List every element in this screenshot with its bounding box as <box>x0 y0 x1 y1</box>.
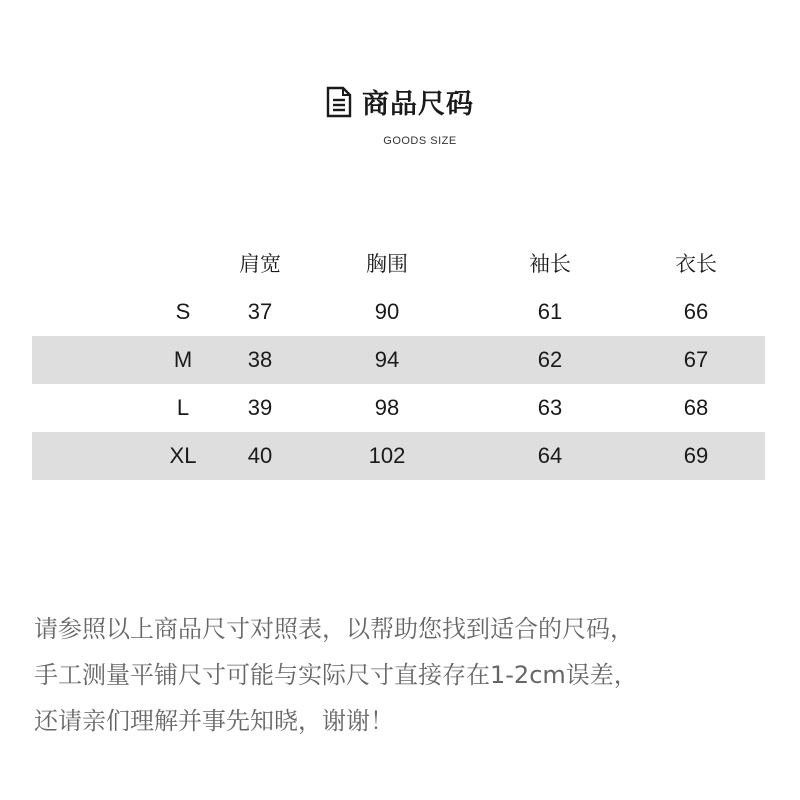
header-chest: 胸围 <box>366 252 408 276</box>
sleeve-value: 64 <box>537 443 563 468</box>
sleeve-value: 62 <box>537 347 563 372</box>
length-value: 68 <box>683 395 709 420</box>
header-length: 衣长 <box>675 252 717 276</box>
note-line: 还请亲们理解并事先知晓，谢谢！ <box>34 707 394 735</box>
title-row <box>326 82 474 121</box>
table-row <box>32 432 765 480</box>
sleeve-value: 63 <box>537 395 563 420</box>
header-shoulder: 肩宽 <box>239 252 281 276</box>
size-label: M <box>173 347 193 372</box>
table-header-row <box>32 240 765 288</box>
length-value: 67 <box>683 347 709 372</box>
header-sleeve: 袖长 <box>529 252 571 276</box>
chest-value: 90 <box>374 299 400 324</box>
sleeve-value: 61 <box>537 299 563 324</box>
length-value: 66 <box>683 299 709 324</box>
table-row <box>32 288 765 336</box>
size-label: L <box>176 395 190 420</box>
size-label: XL <box>169 443 197 468</box>
chest-value: 102 <box>368 443 406 468</box>
shoulder-value: 38 <box>247 347 273 372</box>
header-size <box>168 240 198 288</box>
page-title: 商品尺码 <box>362 89 474 120</box>
section-header <box>0 82 800 147</box>
shoulder-value: 39 <box>247 395 273 420</box>
length-value: 69 <box>683 443 709 468</box>
measurement-note <box>34 606 794 744</box>
document-icon <box>326 86 352 118</box>
chest-value: 98 <box>374 395 400 420</box>
size-table <box>32 240 765 480</box>
shoulder-value: 40 <box>247 443 273 468</box>
table-row <box>32 384 765 432</box>
note-line: 请参照以上商品尺寸对照表，以帮助您找到适合的尺码， <box>34 615 634 643</box>
shoulder-value: 37 <box>247 299 273 324</box>
size-label: S <box>175 299 191 324</box>
page-subtitle: GOODS SIZE <box>383 135 457 147</box>
table-row <box>32 336 765 384</box>
note-line: 手工测量平铺尺寸可能与实际尺寸直接存在1-2cm误差， <box>34 661 638 689</box>
chest-value: 94 <box>374 347 400 372</box>
